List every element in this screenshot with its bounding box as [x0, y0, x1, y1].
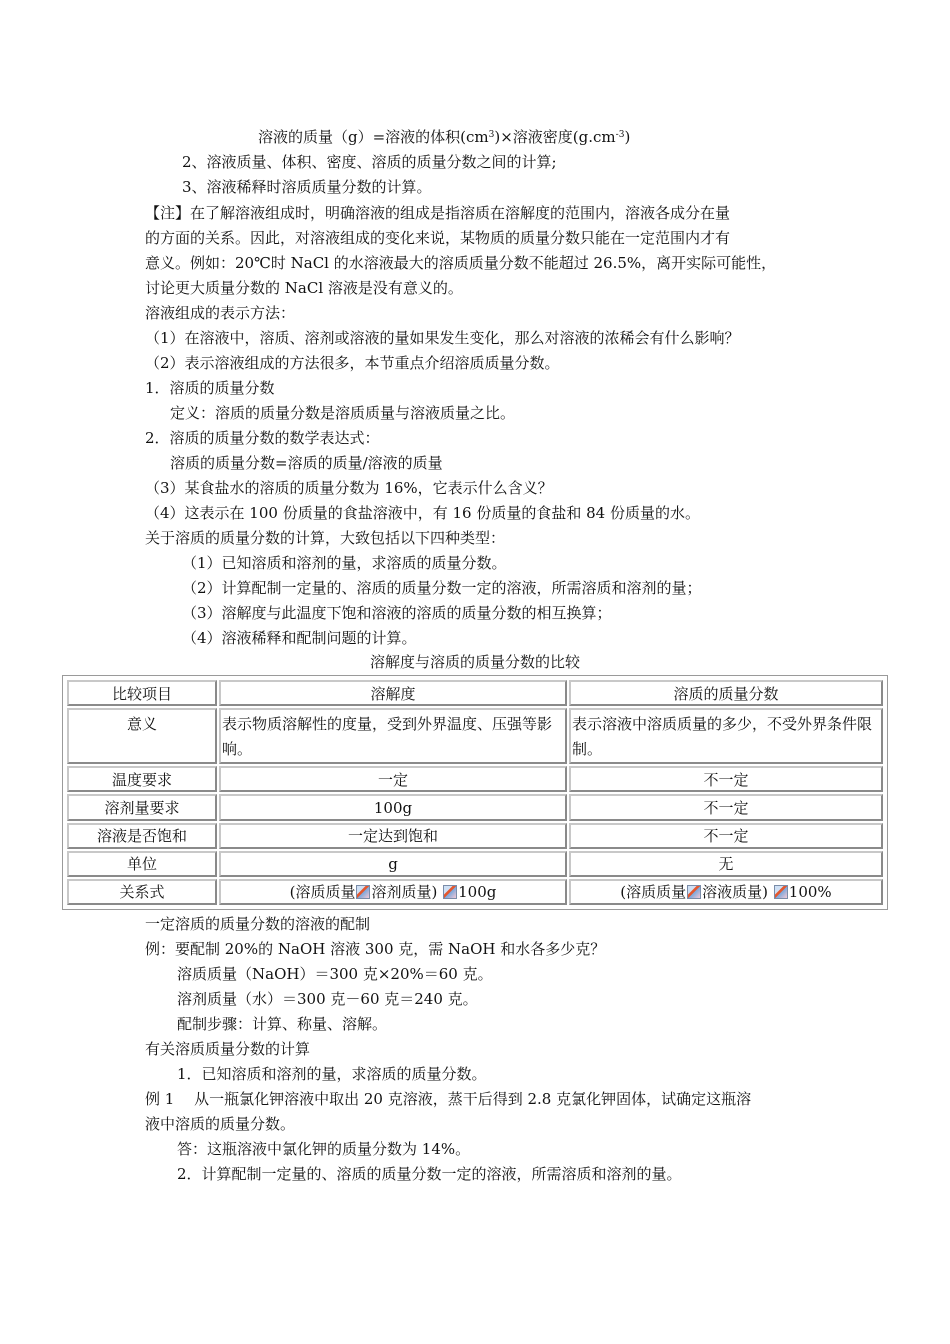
text-line: 溶质质量（NaOH）＝300 克×20%＝60 克。: [177, 965, 493, 983]
text-line: （2）表示溶液组成的方法很多，本节重点介绍溶质质量分数。: [145, 354, 560, 372]
text-line: （4）这表示在 100 份质量的食盐溶液中，有 16 份质量的食盐和 84 份质量的水。: [145, 504, 700, 522]
example-line: 例：要配制 20%的 NaOH 溶液 300 克，需 NaOH 和水各多少克？: [145, 940, 606, 958]
table-cell: 不一定: [569, 794, 883, 820]
comparison-table: [62, 675, 888, 910]
table-cell: 一定: [219, 766, 567, 792]
text-line: （3）某食盐水的溶质的质量分数为 16%，它表示什么含义？: [145, 479, 553, 497]
table-cell: 不一定: [569, 823, 883, 849]
text-line: 溶质的质量分数=溶质的质量/溶液的质量: [170, 454, 443, 472]
text-line: 配制步骤：计算、称量、溶解。: [177, 1015, 388, 1033]
row-label: 单位: [67, 851, 217, 877]
text-line: 1．已知溶质和溶剂的量，求溶质的质量分数。: [177, 1065, 487, 1083]
table-row: [67, 794, 883, 820]
row-label: 溶剂量要求: [67, 794, 217, 820]
text-line: 2、溶液质量、体积、密度、溶质的质量分数之间的计算;: [182, 153, 557, 171]
table-row: [67, 823, 883, 849]
header-cell: 溶解度: [219, 680, 567, 706]
note-paragraph: 【注】在了解溶液组成时，明确溶液的组成是指溶质在溶解度的范围内，溶液各成分在量: [145, 204, 731, 222]
broken-image-icon: [687, 885, 701, 899]
text-line: 3、溶液稀释时溶质质量分数的计算。: [182, 178, 432, 196]
note-paragraph: 的方面的关系。因此，对溶液组成的变化来说，某物质的质量分数只能在一定范围内才有: [145, 229, 731, 247]
table-row: [67, 851, 883, 877]
table-cell: (溶质质量 溶剂质量) 100g: [219, 879, 567, 905]
example-line: 液中溶质的质量分数。: [145, 1115, 296, 1133]
section-heading: 有关溶质质量分数的计算: [145, 1040, 311, 1058]
table-cell: 无: [569, 851, 883, 877]
section-heading: 溶液组成的表示方法：: [145, 304, 296, 322]
broken-image-icon: [356, 885, 370, 899]
row-label: 关系式: [67, 879, 217, 905]
list-item: （1）已知溶质和溶剂的量，求溶质的质量分数。: [182, 554, 507, 572]
text-line: （1）在溶液中，溶质、溶剂或溶液的量如果发生变化，那么对溶液的浓稀会有什么影响？: [145, 329, 740, 347]
table-caption: 溶解度与溶质的质量分数的比较: [369, 653, 580, 671]
row-label: 意义: [67, 708, 217, 764]
broken-image-icon: [774, 885, 788, 899]
list-item: （2）计算配制一定量的、溶质的质量分数一定的溶液，所需溶质和溶剂的量；: [182, 579, 702, 597]
list-item: （3）溶解度与此温度下饱和溶液的溶质的质量分数的相互换算；: [182, 604, 612, 622]
table-cell: (溶质质量 溶液质量) 100%: [569, 879, 883, 905]
text-line: 2．计算配制一定量的、溶质的质量分数一定的溶液，所需溶质和溶剂的量。: [177, 1165, 682, 1183]
list-item: （4）溶液稀释和配制问题的计算。: [182, 629, 417, 647]
text-line: 定义：溶质的质量分数是溶质质量与溶液质量之比。: [170, 404, 516, 422]
section-heading: 2．溶质的质量分数的数学表达式：: [145, 429, 380, 447]
table-cell: g: [219, 851, 567, 877]
table-row: [67, 708, 883, 764]
header-cell: 比较项目: [67, 680, 217, 706]
example-line: 例 1 从一瓶氯化钾溶液中取出 20 克溶液，蒸干后得到 2.8 克氯化钾固体，试确定这瓶溶: [145, 1090, 752, 1108]
table-row: [67, 766, 883, 792]
section-heading: 1．溶质的质量分数: [145, 379, 275, 397]
text-line: 溶剂质量（水）＝300 克－60 克＝240 克。: [177, 990, 478, 1008]
table-row: [67, 879, 883, 905]
table-cell: 一定达到饱和: [219, 823, 567, 849]
table-cell: 表示溶液中溶质质量的多少，不受外界条件限制。: [569, 708, 883, 764]
row-label: 溶液是否饱和: [67, 823, 217, 849]
note-paragraph: 意义。例如：20℃时 NaCl 的水溶液最大的溶质质量分数不能超过 26.5%，离开实际可能性，: [145, 254, 777, 272]
table-cell: 表示物质溶解性的度量，受到外界温度、压强等影响。: [219, 708, 567, 764]
table-cell: 100g: [219, 794, 567, 820]
broken-image-icon: [443, 885, 457, 899]
row-label: 温度要求: [67, 766, 217, 792]
table-cell: 不一定: [569, 766, 883, 792]
header-cell: 溶质的质量分数: [569, 680, 883, 706]
section-heading: 一定溶质的质量分数的溶液的配制: [145, 915, 371, 933]
text-line: 关于溶质的质量分数的计算，大致包括以下四种类型：: [145, 529, 506, 547]
note-paragraph: 讨论更大质量分数的 NaCl 溶液是没有意义的。: [145, 279, 463, 297]
formula-line: 溶液的质量（g）=溶液的体积$(cm^3)\times$溶液密度$(g.cm^{-3})$: [258, 128, 631, 146]
answer-line: 答：这瓶溶液中氯化钾的质量分数为 14%。: [177, 1140, 471, 1158]
table-header-row: [67, 680, 883, 706]
